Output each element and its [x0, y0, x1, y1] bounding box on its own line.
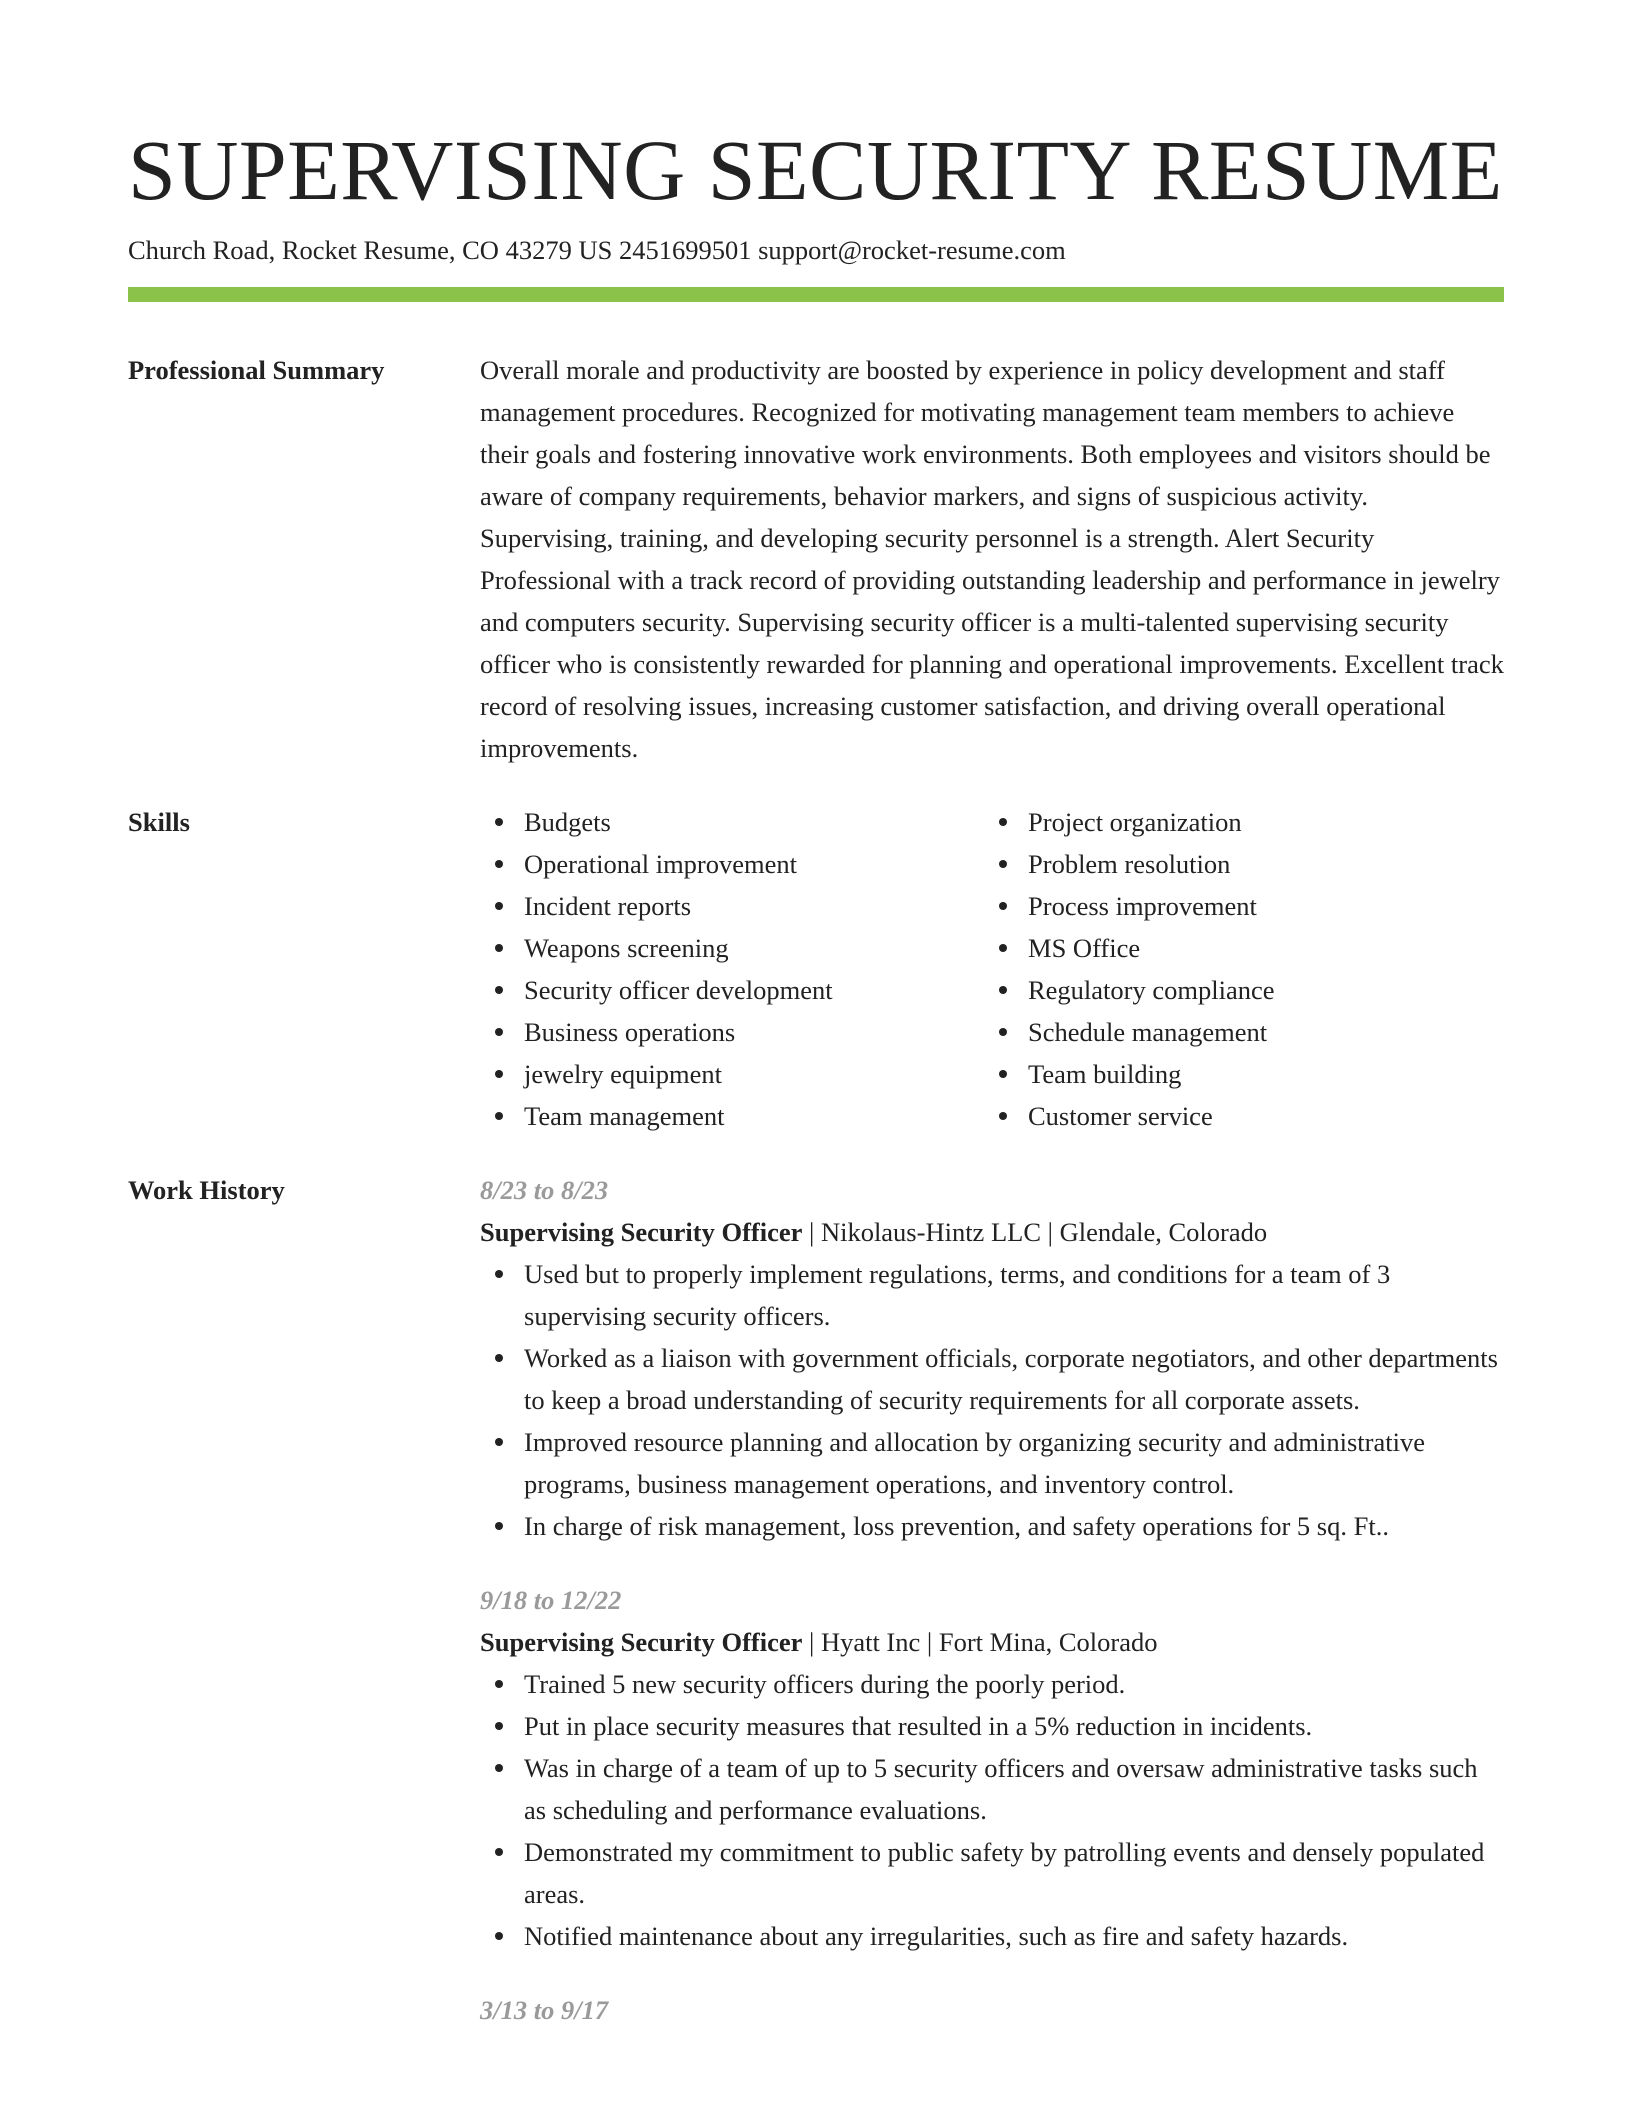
skill-item: Weapons screening [480, 927, 984, 969]
skill-item: MS Office [984, 927, 1488, 969]
job-entry [480, 1579, 1504, 1957]
job-separator: | [1041, 1217, 1060, 1247]
skill-item: Regulatory compliance [984, 969, 1488, 1011]
skill-item: Team management [480, 1095, 984, 1137]
job-duty-item: Improved resource planning and allocation by organizing security and administrative programs, business management operations, and inventory control. [480, 1421, 1504, 1505]
skill-item: Schedule management [984, 1011, 1488, 1053]
job-separator: | [802, 1217, 821, 1247]
summary-text: Overall morale and productivity are boosted by experience in policy development and staff management procedures. Recognized for motivating management team members to achieve their goals and fostering innovative work environments. Both employees and visitors should be aware of company requirements, behavior markers, and signs of suspicious activity. Supervising, training, and developing security personnel is a strength. Alert Security Professional with a track record of providing outstanding leadership and performance in jewelry and computers security. Supervising security officer is a multi-talented supervising security officer who is consistently rewarded for planning and operational improvements. Excellent track record of resolving issues, increasing customer satisfaction, and driving overall operational improvements. [480, 355, 1504, 763]
job-location: Fort Mina, Colorado [938, 1627, 1158, 1657]
accent-divider [128, 287, 1504, 302]
contact-address: Church Road, Rocket Resume, CO 43279 US [128, 235, 613, 265]
job-duty-item: Demonstrated my commitment to public safety by patrolling events and densely populated areas. [480, 1831, 1504, 1915]
work-history-section [128, 1169, 1504, 2063]
job-entry [480, 1989, 1504, 2031]
job-duty-item: Worked as a liaison with government officials, corporate negotiators, and other departments to keep a broad understanding of security requirements for all corporate assets. [480, 1337, 1504, 1421]
job-duty-item: Notified maintenance about any irregularities, such as fire and safety hazards. [480, 1915, 1504, 1957]
job-title: Supervising Security Officer [480, 1217, 803, 1247]
job-location: Glendale, Colorado [1059, 1217, 1268, 1247]
summary-heading: Professional Summary [128, 355, 385, 385]
job-separator: | [920, 1627, 939, 1657]
skill-item: Operational improvement [480, 843, 984, 885]
skill-item: Budgets [480, 801, 984, 843]
skill-item: Process improvement [984, 885, 1488, 927]
resume-page [128, 120, 1504, 2063]
skills-section [128, 801, 1504, 1137]
skill-item: Project organization [984, 801, 1488, 843]
job-duty-item: Used but to properly implement regulations, terms, and conditions for a team of 3 supervising security officers. [480, 1253, 1504, 1337]
job-duty-item: In charge of risk management, loss prevention, and safety operations for 5 sq. Ft.. [480, 1505, 1504, 1547]
summary-section [128, 349, 1504, 769]
job-duty-item: Was in charge of a team of up to 5 security officers and oversaw administrative tasks such as scheduling and performance evaluations. [480, 1747, 1504, 1831]
skill-item: jewelry equipment [480, 1053, 984, 1095]
job-company: Nikolaus-Hintz LLC [820, 1217, 1041, 1247]
work-history-body [480, 1169, 1504, 2063]
job-duties [480, 1253, 1504, 1547]
job-title: Supervising Security Officer [480, 1627, 803, 1657]
job-entry [480, 1169, 1504, 1547]
contact-email: support@rocket-resume.com [758, 235, 1066, 265]
job-duties [480, 1663, 1504, 1957]
skills-heading: Skills [128, 807, 190, 837]
job-separator: | [802, 1627, 821, 1657]
job-header [480, 1621, 1504, 1663]
skill-item: Security officer development [480, 969, 984, 1011]
skill-item: Customer service [984, 1095, 1488, 1137]
job-company: Hyatt Inc [820, 1627, 921, 1657]
skill-item: Team building [984, 1053, 1488, 1095]
skills-column-right [984, 801, 1488, 1137]
skills-body [480, 801, 1504, 1137]
skill-item: Incident reports [480, 885, 984, 927]
job-duty-item: Trained 5 new security officers during the poorly period. [480, 1663, 1504, 1705]
skill-item: Business operations [480, 1011, 984, 1053]
resume-title: SUPERVISING SECURITY RESUME [128, 122, 1503, 218]
summary-body [480, 349, 1504, 769]
work-history-heading: Work History [128, 1175, 285, 1205]
contact-phone: 2451699501 [618, 235, 752, 265]
skill-item: Problem resolution [984, 843, 1488, 885]
contact-line [128, 232, 1504, 268]
job-dates: 9/18 to 12/22 [480, 1585, 622, 1615]
job-header [480, 1211, 1504, 1253]
job-dates: 8/23 to 8/23 [480, 1175, 609, 1205]
job-dates: 3/13 to 9/17 [480, 1995, 609, 2025]
job-duty-item: Put in place security measures that resulted in a 5% reduction in incidents. [480, 1705, 1504, 1747]
skills-column-left [480, 801, 984, 1137]
